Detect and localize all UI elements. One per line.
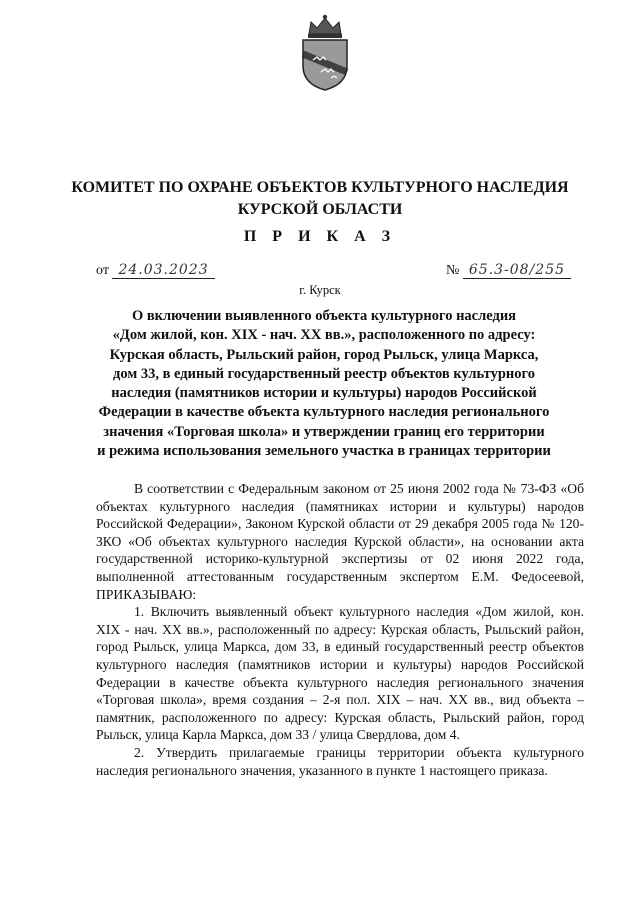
subject-line: значения «Торговая школа» и утверждении границ его территории xyxy=(103,423,545,440)
committee-name xyxy=(0,177,640,221)
coat-of-arms-emblem xyxy=(293,12,357,92)
date-value: 24.03.2023 xyxy=(112,262,214,279)
subject-line: О включении выявленного объекта культурного наследия xyxy=(131,308,517,324)
subject-line: «Дом жилой, кон. XIX - нач. XX вв.», расположенного по адресу: xyxy=(112,327,536,344)
subject-line: наследия (памятников истории и культуры) народов Российской xyxy=(111,385,537,402)
subject-line: дом 33, в единый государственный реестр объектов культурного xyxy=(113,365,535,382)
document-type-title: П Р И К А З xyxy=(243,228,397,245)
number-prefix: № xyxy=(446,263,460,278)
subject-line: Федерации в качестве объекта культурного наследия регионального xyxy=(98,404,550,421)
subject-line: и режима использования земельного участка в границах территории xyxy=(97,443,551,460)
number-value: 65.3-08/255 xyxy=(463,262,571,279)
city-label: г. Курск xyxy=(299,283,341,297)
item-1-paragraph: 1. Включить выявленный объект культурного наследия «Дом жилой, кон. XIX - нач. XX вв.», расположенный по адресу: Курская область, Рыльский район, город Рыльск, улица Маркса, дом 33, в единый государственный реестр объектов культурного наследия (памятников истории и культуры) народов Российской Федерации в качестве объекта культурного наследия регионального значения «Торговая школа», время создания – 2-я пол. XIX – нач. XX вв., вид объекта – памятник, расположенного по адресу: Курская область, Рыльский район, город Рыльск, улица Карла Маркса, дом 33 / улица Свердлова, дом 4. xyxy=(96,604,584,743)
number-field xyxy=(446,262,571,279)
committee-line-2: КУРСКОЙ ОБЛАСТИ xyxy=(237,201,403,218)
order-subject xyxy=(86,307,562,461)
item-2-paragraph: 2. Утвердить прилагаемые границы территории объекта культурного наследия регионального значения, указанного в пункте 1 настоящего приказа. xyxy=(96,744,584,778)
date-prefix: от xyxy=(96,263,109,278)
preamble-paragraph: В соответствии с Федеральным законом от 25 июня 2002 года № 73-ФЗ «Об объектах культурного наследия (памятниках истории и культуры) народов Российской Федерации», Законом Курской области от 29 декабря 2005 года № 120-ЗКО «Об объектах культурного наследия Курской области», на основании акта государственной историко-культурной экспертизы от 02 июня 2022 года, выполненной аттестованным государственным экспертом Е.М. Федосеевой, ПРИКАЗЫВАЮ: xyxy=(96,481,584,602)
order-body xyxy=(96,480,584,779)
committee-line-1: КОМИТЕТ ПО ОХРАНЕ ОБЪЕКТОВ КУЛЬТУРНОГО НАСЛЕДИЯ xyxy=(71,179,569,196)
date-field xyxy=(96,262,215,279)
subject-line: Курская область, Рыльский район, город Рыльск, улица Маркса, xyxy=(109,346,539,363)
